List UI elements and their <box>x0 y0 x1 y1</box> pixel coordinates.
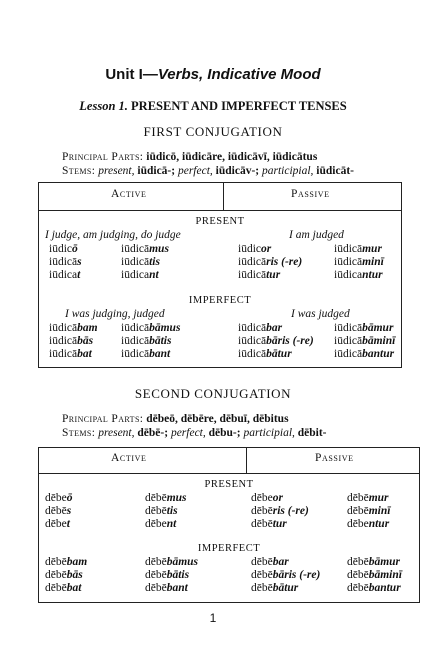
verb-stem: iūdica <box>334 269 363 281</box>
verb-ending: ō <box>72 243 78 255</box>
present-passive-gloss: I am judged <box>289 229 344 241</box>
verb-form <box>347 518 389 530</box>
verb-form <box>238 269 280 281</box>
verb-form <box>45 556 87 568</box>
stems-present-label: present, <box>98 165 135 177</box>
verb-form <box>347 492 389 504</box>
verb-ending: bās <box>77 335 94 347</box>
verb-ending: minī <box>362 256 384 268</box>
stems-participial-form: dēbit- <box>297 427 327 439</box>
verb-stem: dēbē <box>45 582 67 594</box>
verb-stem: dēbē <box>251 505 273 517</box>
verb-ending: bāmus <box>149 322 181 334</box>
verb-form <box>238 348 292 360</box>
verb-ending: bāminī <box>362 335 396 347</box>
verb-stem: dēbē <box>251 582 273 594</box>
imperfect-active-gloss: I was judging, judged <box>65 308 165 320</box>
verb-ending: nt <box>149 269 159 281</box>
table-header <box>39 183 401 211</box>
verb-stem: dēbē <box>45 556 67 568</box>
verb-ending: s <box>77 256 82 268</box>
imperfect-section-label: IMPERFECT <box>197 543 261 554</box>
verb-form <box>45 569 83 581</box>
verb-form <box>121 256 160 268</box>
verb-form <box>238 322 282 334</box>
verb-form <box>251 505 309 517</box>
verb-form <box>145 582 188 594</box>
verb-ending: ris (-re) <box>272 505 309 517</box>
verb-stem: iūdicā <box>49 322 78 334</box>
verb-form <box>251 582 298 594</box>
verb-stem: iūdicā <box>49 256 78 268</box>
verb-ending: s <box>66 505 72 517</box>
verb-ending: t <box>66 518 70 530</box>
lesson-name: PRESENT AND IMPERFECT TENSES <box>131 99 347 113</box>
verb-stem: iūdicā <box>121 256 150 268</box>
verb-stem: dēbē <box>145 492 167 504</box>
verb-stem: dēbē <box>45 505 67 517</box>
verb-ending: ris (-re) <box>266 256 303 268</box>
lesson-title <box>0 99 426 114</box>
verb-ending: bam <box>66 556 88 568</box>
passive-column-header: Passive <box>291 188 330 200</box>
verb-ending: bātis <box>149 335 172 347</box>
stems-label: Stems: <box>62 427 96 439</box>
verb-form <box>334 335 395 347</box>
header-divider <box>246 448 247 473</box>
verb-stem: dēbē <box>251 569 273 581</box>
stems-present-form: iūdicā-; <box>137 165 176 177</box>
verb-ending: nt <box>166 518 177 530</box>
verb-stem: iūdicā <box>238 256 267 268</box>
verb-form <box>49 243 78 255</box>
verb-stem: dēbē <box>145 569 167 581</box>
verb-stem: dēbe <box>145 518 167 530</box>
verb-form <box>334 269 383 281</box>
page-number: 1 <box>209 611 217 625</box>
principal-parts-label: Principal Parts: <box>62 151 144 163</box>
verb-form <box>121 322 180 334</box>
verb-stem: iūdicā <box>238 322 267 334</box>
principal-parts-forms: iūdicō, iūdicāre, iūdicāvī, iūdicātus <box>146 151 318 163</box>
verb-stem: dēbē <box>145 505 167 517</box>
verb-ending: bant <box>166 582 188 594</box>
verb-stem: iūdicā <box>334 243 363 255</box>
verb-ending: bāmur <box>362 322 394 334</box>
verb-stem: iūdica <box>49 269 78 281</box>
verb-ending: tis <box>149 256 160 268</box>
verb-form <box>45 518 70 530</box>
verb-stem: iūdicā <box>49 348 78 360</box>
verb-stem: dēbē <box>145 582 167 594</box>
verb-stem: iūdicā <box>238 335 267 347</box>
verb-ending: bātis <box>166 569 190 581</box>
verb-stem: iūdicā <box>334 322 363 334</box>
verb-stem: iūdica <box>121 269 150 281</box>
verb-ending: bāris (-re) <box>266 335 314 347</box>
verb-form <box>347 582 401 594</box>
verb-stem: iūdicā <box>121 335 150 347</box>
verb-form <box>347 505 390 517</box>
verb-stem: iūdicā <box>238 348 267 360</box>
verb-stem: iūdicā <box>49 335 78 347</box>
verb-ending: ntur <box>362 269 383 281</box>
stems-present-form: dēbē-; <box>137 427 169 439</box>
verb-form <box>251 518 287 530</box>
verb-form <box>49 335 93 347</box>
verb-form <box>145 569 189 581</box>
verb-form <box>251 492 283 504</box>
verb-ending: t <box>77 269 81 281</box>
stems-perfect-form: dēbu-; <box>208 427 241 439</box>
verb-ending: bāmus <box>166 556 199 568</box>
verb-stem: iūdicā <box>121 348 150 360</box>
verb-stem: dēbē <box>347 492 369 504</box>
verb-form <box>238 256 302 268</box>
verb-stem: dēbē <box>347 582 369 594</box>
principal-parts-forms: dēbeō, dēbēre, dēbuī, dēbitus <box>146 413 289 425</box>
active-column-header: Active <box>111 188 147 200</box>
first-conjugation-heading: FIRST CONJUGATION <box>143 124 283 139</box>
second-stems <box>62 427 327 439</box>
verb-form <box>251 556 289 568</box>
second-conjugation-table <box>38 447 420 603</box>
verb-ending: or <box>272 492 283 504</box>
verb-stem: dēbe <box>45 518 67 530</box>
verb-ending: bās <box>66 569 83 581</box>
verb-stem: dēbe <box>347 518 369 530</box>
verb-ending: bant <box>149 348 171 360</box>
second-principal-parts <box>62 413 289 425</box>
stems-perfect-form: iūdicāv-; <box>215 165 260 177</box>
first-principal-parts <box>62 151 317 163</box>
second-conjugation-heading: SECOND CONJUGATION <box>134 386 292 401</box>
verb-form <box>334 348 394 360</box>
verb-form <box>121 243 169 255</box>
verb-stem: iūdicā <box>121 243 150 255</box>
verb-stem: iūdic <box>49 243 72 255</box>
verb-stem: dēbē <box>45 569 67 581</box>
verb-ending: mur <box>362 243 382 255</box>
verb-form <box>45 505 71 517</box>
verb-ending: tur <box>266 269 281 281</box>
verb-ending: ntur <box>368 518 390 530</box>
verb-ending: minī <box>368 505 391 517</box>
verb-stem: iūdicā <box>334 348 363 360</box>
verb-form <box>49 256 82 268</box>
verb-form <box>49 348 92 360</box>
verb-ending: bar <box>272 556 289 568</box>
verb-form <box>49 322 98 334</box>
verb-form <box>334 322 393 334</box>
verb-form <box>121 348 170 360</box>
unit-title <box>0 66 426 83</box>
verb-stem: dēbē <box>347 505 369 517</box>
stems-perfect-label: perfect, <box>177 165 213 177</box>
verb-ending: bantur <box>362 348 395 360</box>
verb-form <box>347 556 400 568</box>
verb-stem: iūdic <box>238 243 261 255</box>
unit-title-rest: Verbs, Indicative Mood <box>157 66 321 83</box>
verb-ending: bat <box>66 582 82 594</box>
active-column-header: Active <box>111 452 147 464</box>
verb-ending: bantur <box>368 582 401 594</box>
verb-stem: dēbē <box>251 556 273 568</box>
first-conjugation-table <box>38 182 402 368</box>
verb-ending: tis <box>166 505 178 517</box>
present-active-gloss: I judge, am judging, do judge <box>45 229 181 241</box>
present-section-label: PRESENT <box>195 216 245 227</box>
verb-ending: mur <box>368 492 389 504</box>
verb-ending: bāminī <box>368 569 402 581</box>
verb-stem: dēbē <box>145 556 167 568</box>
verb-stem: dēbē <box>251 518 273 530</box>
verb-stem: dēbē <box>347 556 369 568</box>
first-stems <box>62 165 354 177</box>
verb-form <box>347 569 402 581</box>
verb-form <box>45 582 81 594</box>
stems-perfect-label: perfect, <box>170 427 206 439</box>
verb-ending: ō <box>66 492 73 504</box>
verb-ending: tur <box>272 518 287 530</box>
lesson-number: Lesson 1. <box>79 99 128 113</box>
verb-form <box>45 492 72 504</box>
unit-title-prefix: Unit I— <box>105 66 158 83</box>
verb-form <box>121 269 159 281</box>
verb-form <box>145 556 198 568</box>
verb-ending: bar <box>266 322 283 334</box>
verb-stem: dēbe <box>45 492 67 504</box>
present-section-label: PRESENT <box>204 479 254 490</box>
imperfect-passive-gloss: I was judged <box>291 308 350 320</box>
passive-column-header: Passive <box>315 452 354 464</box>
verb-ending: bātur <box>272 582 299 594</box>
header-divider <box>223 183 224 210</box>
verb-ending: or <box>261 243 272 255</box>
verb-stem: dēbē <box>347 569 369 581</box>
verb-form <box>334 256 384 268</box>
verb-form <box>238 243 271 255</box>
verb-form <box>145 492 187 504</box>
verb-form <box>251 569 320 581</box>
verb-ending: mus <box>149 243 169 255</box>
stems-label: Stems: <box>62 165 96 177</box>
verb-ending: bāris (-re) <box>272 569 321 581</box>
verb-ending: mus <box>166 492 187 504</box>
verb-stem: iūdicā <box>334 256 363 268</box>
verb-form <box>121 335 171 347</box>
verb-form <box>49 269 80 281</box>
verb-ending: bat <box>77 348 92 360</box>
verb-form <box>145 518 176 530</box>
stems-participial-form: iūdicāt- <box>316 165 354 177</box>
stems-participial-label: participial, <box>261 165 314 177</box>
verb-stem: iūdicā <box>121 322 150 334</box>
verb-ending: bātur <box>266 348 292 360</box>
imperfect-section-label: IMPERFECT <box>188 295 252 306</box>
verb-ending: bāmur <box>368 556 401 568</box>
verb-stem: iūdicā <box>334 335 363 347</box>
principal-parts-label: Principal Parts: <box>62 413 144 425</box>
verb-form <box>238 335 314 347</box>
verb-stem: iūdicā <box>238 269 267 281</box>
verb-ending: bam <box>77 322 98 334</box>
stems-present-label: present, <box>98 427 135 439</box>
verb-stem: dēbe <box>251 492 273 504</box>
verb-form <box>334 243 382 255</box>
stems-participial-label: participial, <box>243 427 295 439</box>
table-header <box>39 448 419 474</box>
verb-form <box>145 505 178 517</box>
